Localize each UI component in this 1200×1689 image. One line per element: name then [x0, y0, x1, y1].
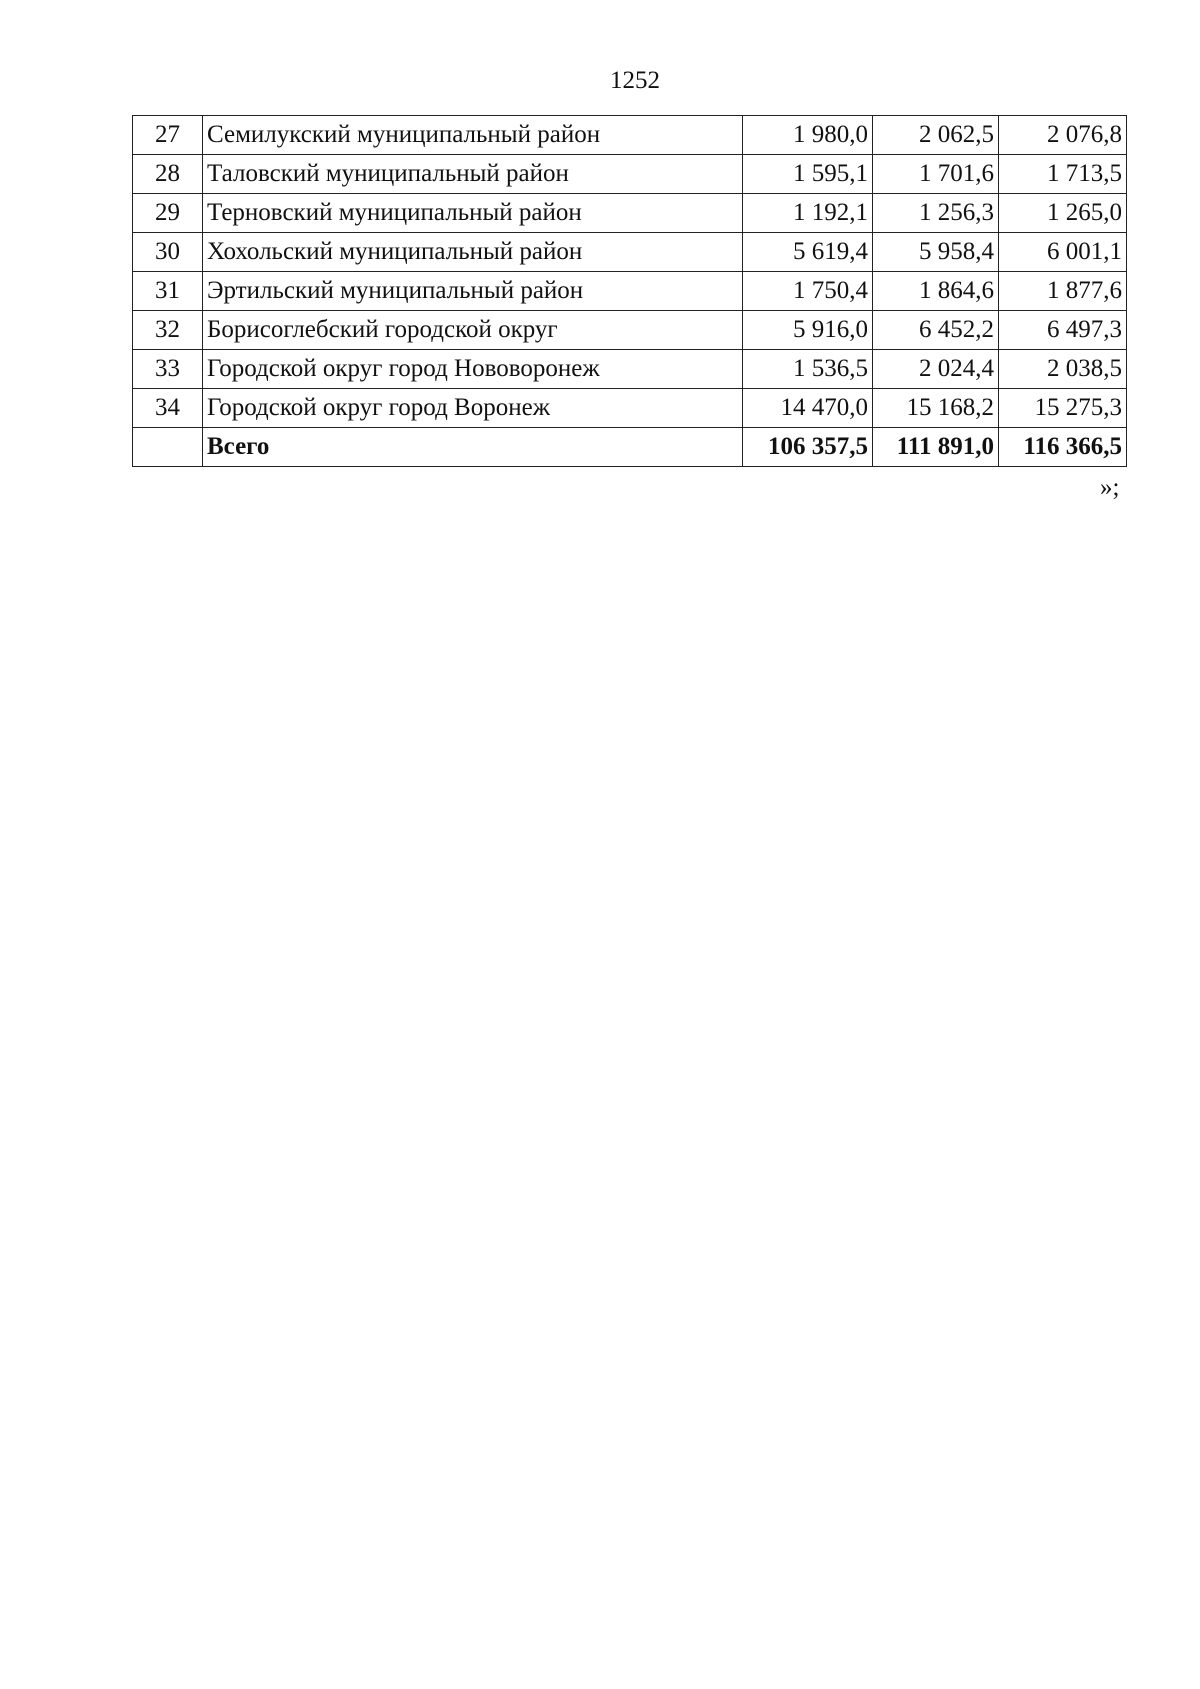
- value-col-3: 1 877,6: [999, 272, 1127, 311]
- table-row: [133, 272, 1127, 311]
- municipality-name: Семилукский муниципальный район: [203, 116, 743, 155]
- row-number: 32: [133, 311, 203, 350]
- value-col-2: 6 452,2: [873, 311, 999, 350]
- municipality-name: Эртильский муниципальный район: [203, 272, 743, 311]
- value-col-1: 1 595,1: [743, 155, 873, 194]
- budget-table: [132, 115, 1127, 467]
- total-label: Всего: [203, 428, 743, 467]
- row-number: 31: [133, 272, 203, 311]
- value-col-3: 15 275,3: [999, 389, 1127, 428]
- closing-quote-mark: »;: [1100, 474, 1120, 501]
- municipality-name: Хохольский муниципальный район: [203, 233, 743, 272]
- table-row: [133, 233, 1127, 272]
- value-col-1: 1 980,0: [743, 116, 873, 155]
- row-number: 34: [133, 389, 203, 428]
- value-col-1: 1 192,1: [743, 194, 873, 233]
- row-number: 29: [133, 194, 203, 233]
- value-col-2: 1 701,6: [873, 155, 999, 194]
- municipality-name: Городской округ город Нововоронеж: [203, 350, 743, 389]
- table-row: [133, 311, 1127, 350]
- municipality-name: Городской округ город Воронеж: [203, 389, 743, 428]
- total-row: [133, 428, 1127, 467]
- value-col-2: 1 256,3: [873, 194, 999, 233]
- value-col-3: 1 713,5: [999, 155, 1127, 194]
- table-row: [133, 194, 1127, 233]
- total-value-col-3: 116 366,5: [999, 428, 1127, 467]
- value-col-1: 5 619,4: [743, 233, 873, 272]
- value-col-2: 1 864,6: [873, 272, 999, 311]
- row-number: 33: [133, 350, 203, 389]
- total-value-col-2: 111 891,0: [873, 428, 999, 467]
- value-col-3: 2 038,5: [999, 350, 1127, 389]
- table-row: [133, 116, 1127, 155]
- value-col-1: 1 536,5: [743, 350, 873, 389]
- value-col-3: 2 076,8: [999, 116, 1127, 155]
- value-col-1: 14 470,0: [743, 389, 873, 428]
- row-number: [133, 428, 203, 467]
- row-number: 30: [133, 233, 203, 272]
- table-row: [133, 389, 1127, 428]
- value-col-2: 2 062,5: [873, 116, 999, 155]
- value-col-2: 2 024,4: [873, 350, 999, 389]
- table-row: [133, 155, 1127, 194]
- page-number: 1252: [610, 67, 660, 94]
- table-row: [133, 350, 1127, 389]
- value-col-1: 5 916,0: [743, 311, 873, 350]
- value-col-3: 1 265,0: [999, 194, 1127, 233]
- row-number: 28: [133, 155, 203, 194]
- municipality-name: Терновский муниципальный район: [203, 194, 743, 233]
- municipality-name: Таловский муниципальный район: [203, 155, 743, 194]
- value-col-3: 6 497,3: [999, 311, 1127, 350]
- value-col-1: 1 750,4: [743, 272, 873, 311]
- row-number: 27: [133, 116, 203, 155]
- municipality-name: Борисоглебский городской округ: [203, 311, 743, 350]
- value-col-2: 5 958,4: [873, 233, 999, 272]
- total-value-col-1: 106 357,5: [743, 428, 873, 467]
- value-col-3: 6 001,1: [999, 233, 1127, 272]
- value-col-2: 15 168,2: [873, 389, 999, 428]
